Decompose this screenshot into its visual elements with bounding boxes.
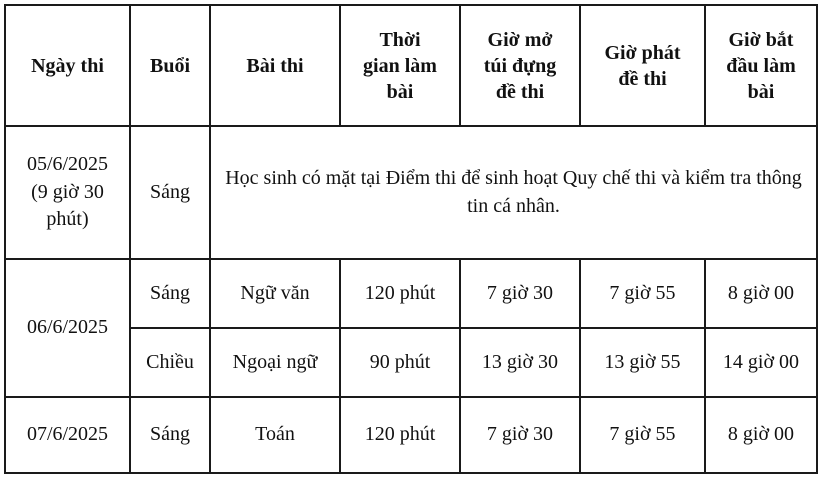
header-open-bag-line: Giờ mở <box>487 28 553 51</box>
cell-session: Chiều <box>130 328 210 397</box>
cell-start: 8 giờ 00 <box>705 397 817 473</box>
cell-start: 14 giờ 00 <box>705 328 817 397</box>
cell-open-bag: 7 giờ 30 <box>460 259 580 328</box>
header-date: Ngày thi <box>5 5 130 126</box>
table-row <box>5 126 817 259</box>
header-duration-line: bài <box>386 80 414 103</box>
cell-duration: 120 phút <box>340 259 460 328</box>
cell-date-line: 05/6/2025 <box>26 153 109 176</box>
header-distribute <box>580 5 705 126</box>
cell-date-line: (9 giờ 30 <box>31 180 104 203</box>
cell-session: Sáng <box>130 259 210 328</box>
header-open-bag <box>460 5 580 126</box>
cell-date-line: phút) <box>46 208 89 231</box>
cell-note: Học sinh có mặt tại Điểm thi để sinh hoạt Quy chế thi và kiểm tra thông tin cá nhân. <box>210 126 817 259</box>
schedule-container <box>4 4 816 472</box>
cell-session: Sáng <box>130 126 210 259</box>
cell-distribute: 13 giờ 55 <box>580 328 705 397</box>
header-row <box>5 5 817 126</box>
cell-duration: 120 phút <box>340 397 460 473</box>
cell-date: 07/6/2025 <box>5 397 130 473</box>
cell-subject: Ngoại ngữ <box>210 328 340 397</box>
header-distribute-line: đề thi <box>618 67 667 90</box>
cell-subject: Toán <box>210 397 340 473</box>
cell-open-bag: 13 giờ 30 <box>460 328 580 397</box>
header-duration-line: gian làm <box>363 54 437 77</box>
header-start-line: Giờ bắt <box>728 28 794 51</box>
header-start-line: đầu làm <box>726 54 796 77</box>
cell-distribute: 7 giờ 55 <box>580 397 705 473</box>
cell-open-bag: 7 giờ 30 <box>460 397 580 473</box>
cell-date: 06/6/2025 <box>5 259 130 397</box>
table-row <box>5 397 817 473</box>
cell-duration: 90 phút <box>340 328 460 397</box>
exam-schedule-table <box>4 4 818 474</box>
header-open-bag-line: túi đựng <box>483 54 557 77</box>
cell-start: 8 giờ 00 <box>705 259 817 328</box>
header-start <box>705 5 817 126</box>
header-duration <box>340 5 460 126</box>
cell-subject: Ngữ văn <box>210 259 340 328</box>
header-start-line: bài <box>747 80 775 103</box>
cell-session: Sáng <box>130 397 210 473</box>
cell-date <box>5 126 130 259</box>
header-open-bag-line: đề thi <box>495 80 545 103</box>
table-row <box>5 259 817 328</box>
header-duration-line: Thời <box>379 28 421 51</box>
header-session: Buổi <box>130 5 210 126</box>
header-distribute-line: Giờ phát <box>604 41 681 64</box>
header-subject: Bài thi <box>210 5 340 126</box>
cell-distribute: 7 giờ 55 <box>580 259 705 328</box>
